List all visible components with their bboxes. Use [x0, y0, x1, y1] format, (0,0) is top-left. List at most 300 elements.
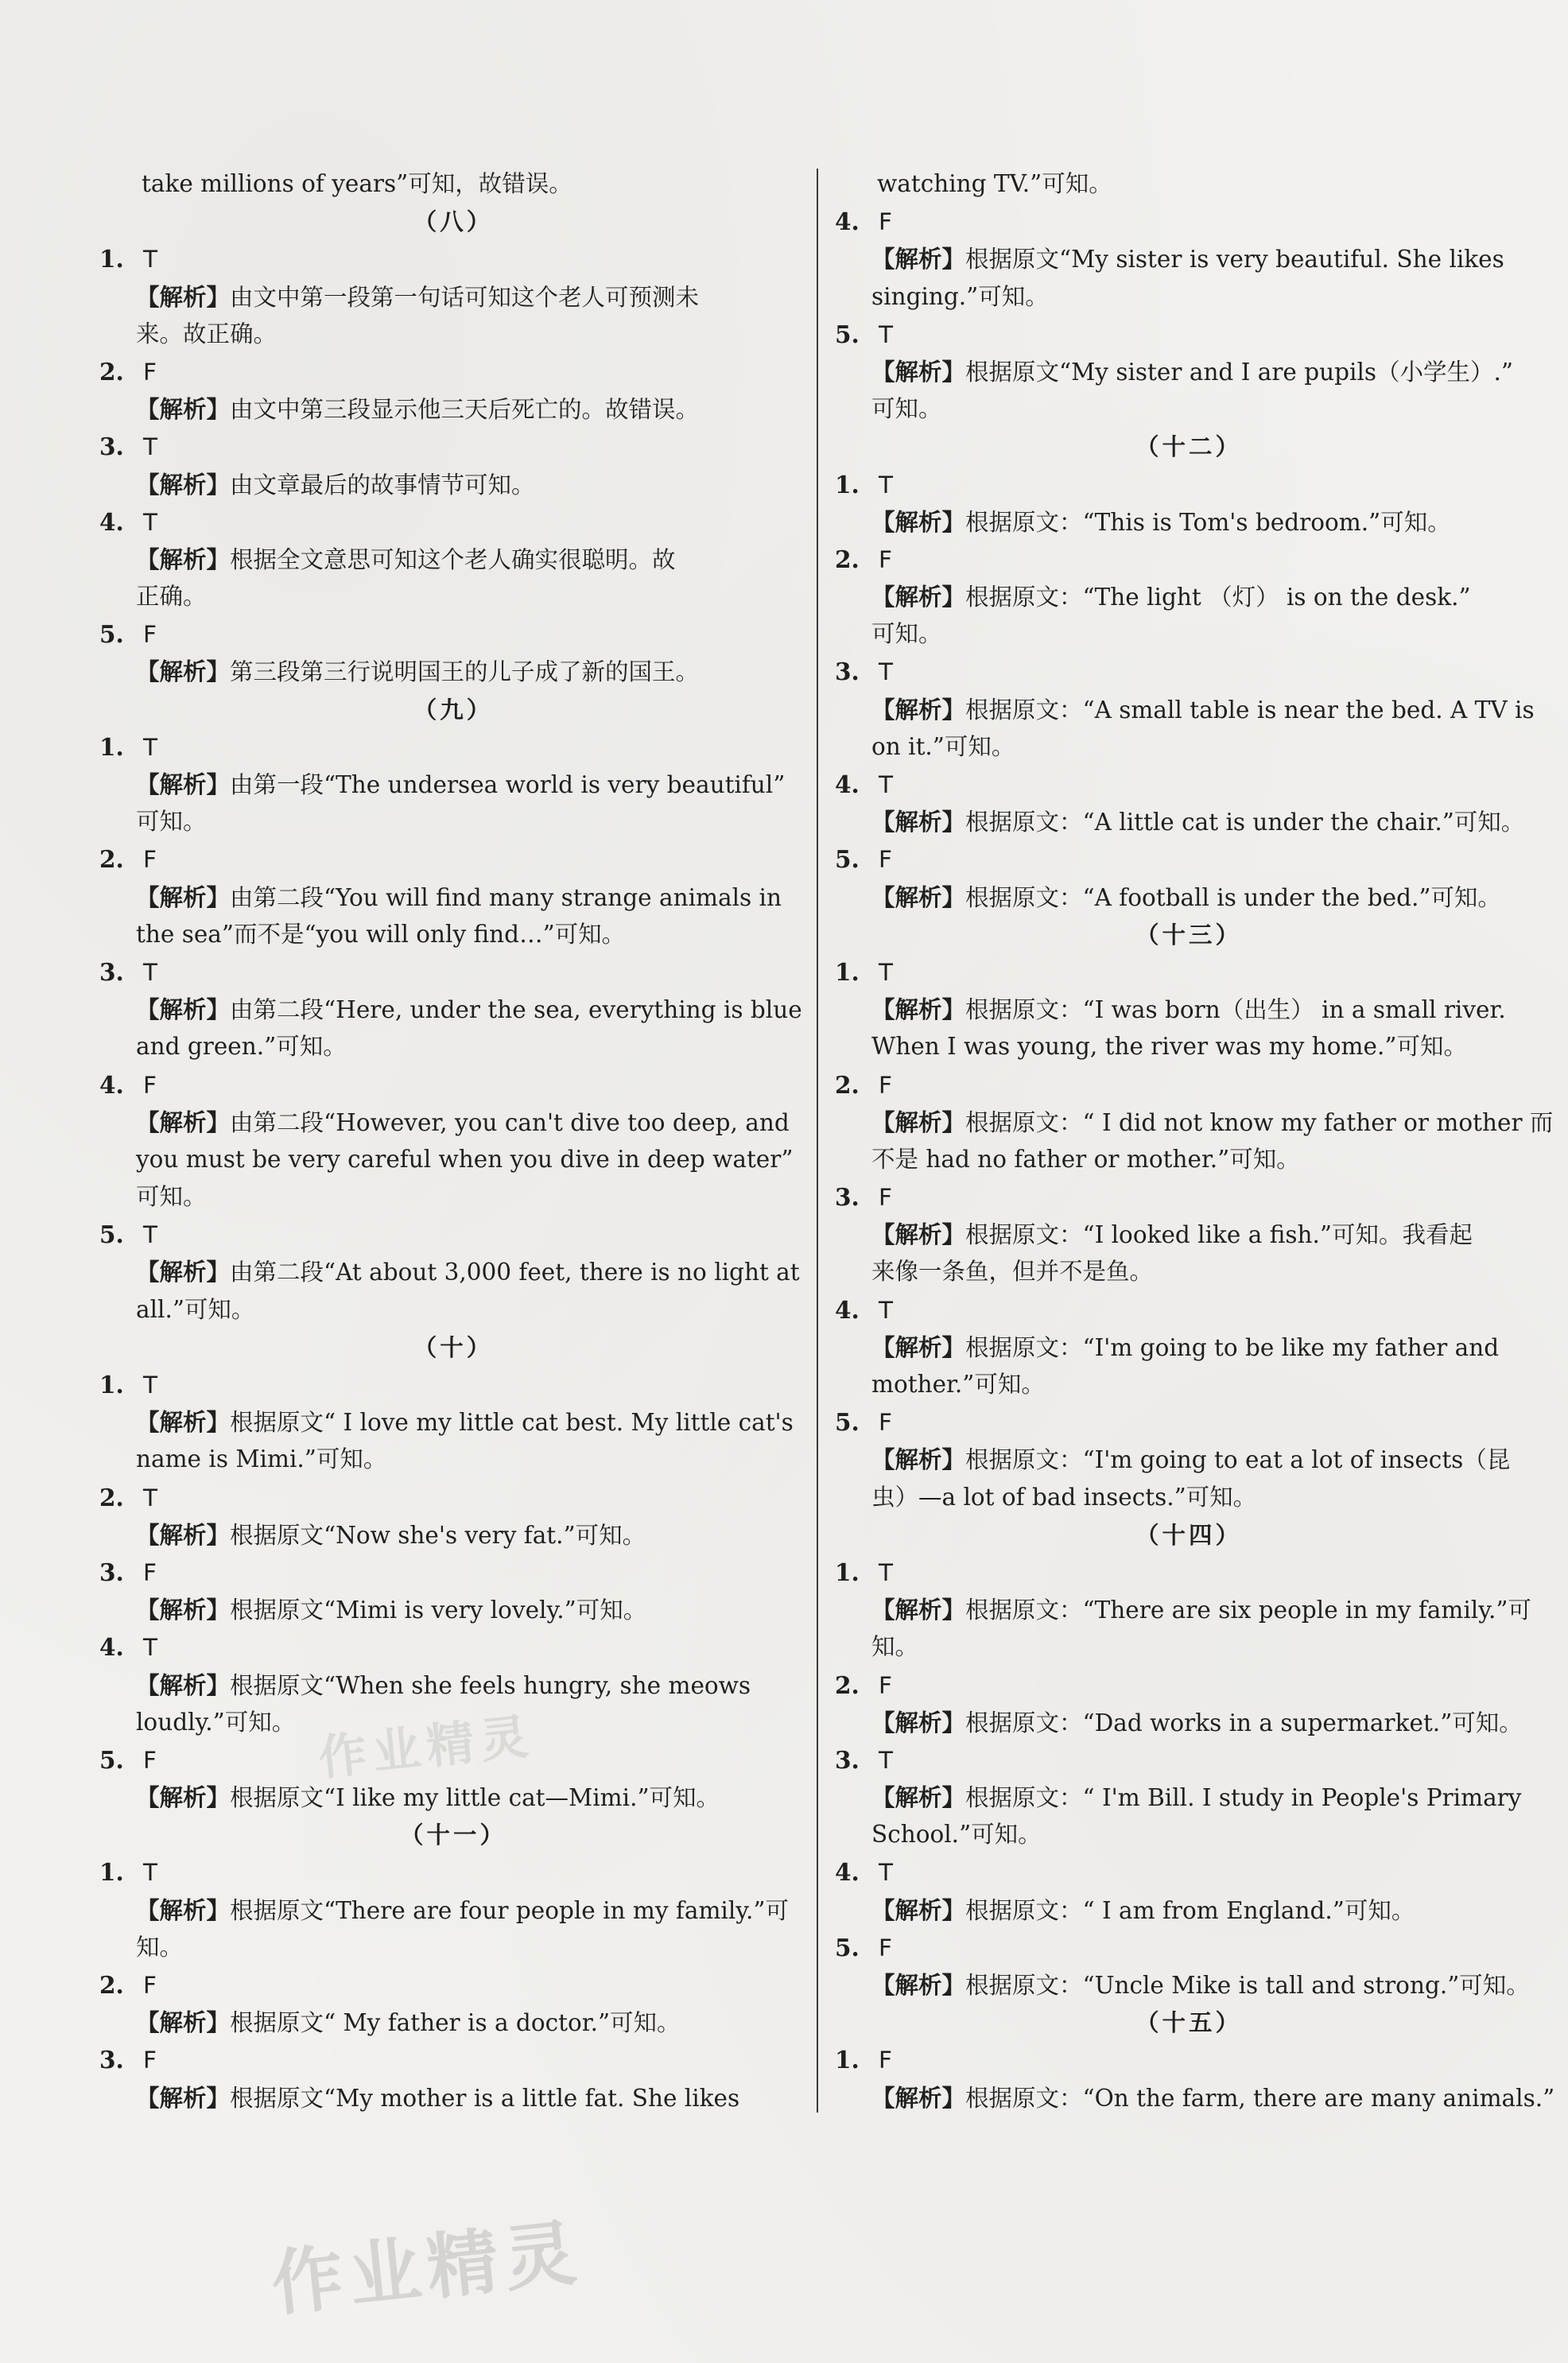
question-number: 5.	[835, 845, 860, 874]
answer-item	[835, 1178, 1543, 1291]
section-heading-13: （十三）	[1135, 920, 1242, 949]
analysis-line	[835, 503, 1543, 541]
analysis-line	[835, 728, 1543, 766]
answer-line	[835, 1066, 1543, 1104]
analysis-tag: 【解析】	[871, 1783, 966, 1812]
answer-line	[99, 1853, 807, 1891]
analysis-text: 根据全文意思可知这个老人确实很聪明。故	[230, 545, 676, 573]
answer-line	[99, 1966, 807, 2004]
analysis-line	[99, 1403, 807, 1441]
analysis-line	[835, 1253, 1543, 1290]
analysis-text: and green.”可知。	[136, 1033, 347, 1061]
analysis-line	[99, 653, 807, 690]
analysis-text: 根据原文：“Uncle Mike is tall and strong.”可知。	[965, 1972, 1530, 1999]
analysis-tag: 【解析】	[136, 883, 231, 911]
analysis-text: 由第一段“The undersea world is very beautiful”	[230, 771, 786, 798]
answer-line	[835, 203, 1543, 240]
question-number: 3.	[99, 433, 124, 461]
answer-value: T	[143, 1484, 158, 1511]
analysis-tag: 【解析】	[871, 1220, 966, 1249]
analysis-text: 根据原文“My sister is very beautiful. She likes	[965, 246, 1504, 274]
analysis-line	[835, 390, 1543, 428]
analysis-text: 根据原文“When she feels hungry, she meows	[230, 1671, 751, 1699]
question-number: 4.	[835, 1295, 860, 1324]
answer-value: F	[879, 1071, 892, 1099]
answer-value: T	[879, 1746, 894, 1774]
section-heading-11: （十一）	[399, 1821, 506, 1849]
analysis-line	[99, 541, 807, 578]
analysis-text: loudly.”可知。	[136, 1708, 296, 1736]
answer-item	[835, 316, 1543, 429]
answer-item	[99, 1216, 807, 1329]
analysis-line	[99, 316, 807, 353]
answer-line	[835, 840, 1543, 878]
question-number: 2.	[99, 845, 124, 874]
analysis-line	[99, 766, 807, 803]
analysis-tag: 【解析】	[871, 695, 966, 724]
section-heading-9: （九）	[413, 695, 494, 724]
answer-value: T	[879, 958, 894, 986]
analysis-text: singing.”可知。	[871, 282, 1049, 310]
analysis-text: 知。	[136, 1933, 184, 1961]
answer-item	[99, 615, 807, 690]
answer-line	[99, 953, 807, 991]
analysis-tag: 【解析】	[871, 1708, 966, 1736]
analysis-line	[835, 1704, 1543, 1741]
answer-value: F	[879, 208, 892, 236]
analysis-line	[99, 1178, 807, 1216]
analysis-line	[835, 1141, 1543, 1178]
question-number: 3.	[99, 2046, 124, 2074]
question-number: 1.	[99, 732, 124, 761]
analysis-text: 根据原文：“ I am from England.”可知。	[965, 1896, 1415, 1924]
analysis-text: 不是 had no father or mother.”可知。	[871, 1145, 1300, 1173]
answer-item	[835, 2041, 1555, 2116]
answer-line	[835, 1741, 1543, 1779]
analysis-tag: 【解析】	[136, 1670, 231, 1699]
section-11-items	[99, 1853, 807, 2116]
answer-line	[835, 953, 1543, 991]
analysis-text: 根据原文：“A football is under the bed.”可知。	[965, 883, 1501, 911]
analysis-tag: 【解析】	[136, 1108, 231, 1136]
analysis-text: 由文中第三段显示他三天后死亡的。故错误。	[230, 396, 700, 424]
answer-value: T	[143, 508, 158, 536]
analysis-line	[835, 1816, 1543, 1853]
answer-line	[835, 541, 1543, 578]
answer-value: F	[143, 846, 157, 874]
watermark-logo: 作业精灵	[267, 2210, 587, 2327]
answer-value: T	[879, 1296, 894, 1324]
analysis-text: the sea”而不是“you will only find…”可知。	[136, 920, 626, 948]
question-number: 5.	[99, 1745, 124, 1774]
analysis-line	[835, 1892, 1543, 1929]
answer-item	[99, 1966, 807, 2041]
answer-line	[99, 1628, 807, 1666]
answer-value: F	[143, 621, 157, 649]
analysis-line	[99, 1291, 807, 1329]
section-9-items	[99, 728, 807, 1329]
analysis-tag: 【解析】	[871, 995, 966, 1024]
analysis-tag: 【解析】	[871, 1895, 966, 1924]
answer-line	[835, 653, 1543, 690]
section-heading-12: （十二）	[1135, 433, 1242, 461]
analysis-text: 根据原文“My mother is a little fat. She likes	[230, 2084, 740, 2112]
analysis-line	[835, 278, 1543, 316]
answer-item	[835, 1291, 1543, 1404]
analysis-line	[99, 803, 807, 840]
answer-item	[835, 1667, 1543, 1741]
analysis-text: 由第二段“You will find many strange animals in	[230, 883, 782, 911]
answer-value: T	[143, 246, 158, 274]
analysis-text: 由第二段“At about 3,000 feet, there is no light at	[230, 1259, 800, 1286]
answer-item	[99, 953, 807, 1066]
analysis-text: 根据原文“ My father is a doctor.”可知。	[230, 2009, 681, 2037]
answer-line	[835, 1178, 1543, 1216]
analysis-text: 来。故正确。	[136, 320, 278, 347]
question-number: 2.	[99, 1971, 124, 1999]
analysis-tag: 【解析】	[871, 583, 966, 611]
answer-value: T	[143, 1221, 158, 1249]
section-15-items	[835, 2041, 1555, 2116]
analysis-line	[835, 691, 1543, 728]
section-14-items	[835, 1554, 1543, 2004]
analysis-line	[835, 1628, 1543, 1666]
analysis-line	[835, 1366, 1543, 1403]
question-number: 2.	[835, 545, 860, 573]
analysis-line	[99, 991, 807, 1028]
answer-item	[835, 1741, 1543, 1854]
question-number: 4.	[835, 1858, 860, 1887]
analysis-line	[835, 1479, 1543, 1516]
answer-item	[835, 953, 1543, 1066]
section-13-items	[835, 953, 1554, 1516]
column-divider	[817, 169, 818, 2113]
answer-item	[99, 1479, 807, 1554]
answer-value: F	[879, 1671, 892, 1699]
question-number: 2.	[835, 1070, 860, 1099]
analysis-line	[835, 1441, 1543, 1478]
analysis-line	[99, 1141, 807, 1178]
answer-value: F	[143, 1558, 157, 1586]
analysis-text: 由文章最后的故事情节可知。	[230, 471, 535, 499]
answer-line	[99, 428, 807, 465]
section-8-items	[99, 240, 807, 690]
analysis-tag: 【解析】	[871, 883, 966, 911]
answer-item	[835, 1929, 1543, 2004]
analysis-text: on it.”可知。	[871, 732, 1015, 760]
answer-line	[835, 766, 1543, 803]
analysis-line	[835, 991, 1543, 1028]
section-12-items	[835, 466, 1543, 916]
question-number: 1.	[835, 1558, 860, 1586]
analysis-tag: 【解析】	[136, 1408, 231, 1437]
analysis-tag: 【解析】	[136, 1258, 231, 1286]
analysis-text: 根据原文：“I'm going to eat a lot of insects（昆	[965, 1446, 1511, 1474]
question-number: 3.	[99, 957, 124, 986]
analysis-line	[99, 2079, 807, 2117]
continued-text: take millions of years”可知，故错误。	[142, 170, 572, 197]
answer-line	[99, 353, 807, 390]
answer-line	[99, 1366, 807, 1403]
answer-line	[835, 316, 1543, 353]
analysis-text: 可知。	[136, 1183, 207, 1211]
analysis-line	[835, 2079, 1555, 2117]
analysis-text: 根据原文：“A little cat is under the chair.”可知。	[965, 809, 1525, 836]
left-column	[99, 165, 807, 2117]
analysis-line	[99, 1253, 807, 1290]
section-heading-15: （十五）	[1135, 2008, 1242, 2037]
analysis-text: mother.”可知。	[871, 1371, 1045, 1398]
analysis-line	[835, 1966, 1543, 2004]
answer-line	[835, 1929, 1543, 1966]
analysis-line	[835, 1591, 1543, 1628]
question-number: 5.	[99, 1220, 124, 1249]
answer-item	[99, 503, 807, 616]
analysis-tag: 【解析】	[871, 1971, 966, 1999]
analysis-line	[835, 1779, 1543, 1816]
analysis-text: 可知。	[136, 808, 207, 836]
analysis-text: 根据原文：“The light （灯） is on the desk.”	[965, 584, 1471, 611]
analysis-tag: 【解析】	[136, 282, 231, 311]
analysis-text: 正确。	[136, 583, 207, 611]
analysis-line	[99, 2004, 807, 2041]
answer-value: T	[879, 658, 894, 686]
answer-line	[99, 728, 807, 766]
analysis-text: 根据原文“My sister and I are pupils（小学生）.”	[965, 358, 1513, 386]
answer-item	[99, 1066, 807, 1216]
analysis-line	[835, 240, 1543, 277]
analysis-tag: 【解析】	[136, 2083, 231, 2112]
analysis-line	[835, 803, 1543, 840]
answer-value: F	[879, 1934, 892, 1961]
answer-line	[99, 1479, 807, 1516]
question-number: 3.	[835, 1745, 860, 1774]
analysis-line	[99, 879, 807, 916]
answer-value: T	[143, 958, 158, 986]
answer-line	[835, 1554, 1543, 1591]
question-number: 1.	[99, 245, 124, 274]
analysis-line	[835, 1028, 1543, 1065]
analysis-text: 由文中第一段第一句话可知这个老人可预测未	[230, 283, 700, 311]
analysis-text: 根据原文“Now she's very fat.”可知。	[230, 1521, 646, 1549]
analysis-text: 根据原文：“On the farm, there are many animals.”	[965, 2084, 1555, 2112]
analysis-text: 第三段第三行说明国王的儿子成了新的国王。	[230, 658, 700, 686]
analysis-line	[99, 1929, 807, 1966]
answer-line	[99, 240, 807, 277]
answer-value: F	[143, 358, 157, 386]
right-column	[835, 165, 1555, 2117]
analysis-line	[99, 1441, 807, 1478]
question-number: 3.	[835, 1183, 860, 1212]
analysis-text: 由第二段“Here, under the sea, everything is blue	[230, 996, 802, 1024]
analysis-text: 虫）—a lot of bad insects.”可知。	[871, 1483, 1257, 1511]
analysis-line	[99, 1892, 807, 1929]
analysis-text: When I was young, the river was my home.”可知。	[871, 1033, 1467, 1061]
answer-value: F	[143, 1972, 157, 1999]
section-heading-8: （八）	[413, 208, 494, 236]
analysis-tag: 【解析】	[136, 470, 231, 499]
answer-line	[835, 1403, 1543, 1441]
analysis-text: 来像一条鱼，但并不是鱼。	[871, 1258, 1154, 1286]
analysis-tag: 【解析】	[136, 1783, 231, 1812]
question-number: 5.	[835, 320, 860, 348]
analysis-line	[99, 1667, 807, 1704]
answer-item	[99, 353, 807, 428]
answer-value: T	[143, 433, 158, 461]
answer-item	[99, 2041, 807, 2116]
answer-item	[99, 428, 807, 502]
analysis-line	[99, 1779, 807, 1816]
question-number: 2.	[99, 1483, 124, 1511]
answer-value: T	[879, 471, 894, 499]
analysis-line	[835, 578, 1543, 615]
answer-value: F	[143, 1746, 157, 1774]
analysis-text: 根据原文：“Dad works in a supermarket.”可知。	[965, 1709, 1523, 1736]
analysis-tag: 【解析】	[871, 1596, 966, 1624]
analysis-tag: 【解析】	[136, 545, 231, 573]
answer-value: F	[879, 1409, 892, 1437]
section-heading-14: （十四）	[1135, 1520, 1242, 1549]
analysis-line	[835, 615, 1543, 653]
analysis-text: 根据原文“I like my little cat—Mimi.”可知。	[230, 1784, 720, 1812]
analysis-tag: 【解析】	[871, 357, 966, 386]
analysis-line	[99, 278, 807, 316]
answer-value: F	[143, 1071, 157, 1099]
question-number: 1.	[835, 957, 860, 986]
analysis-line	[835, 1104, 1554, 1141]
answer-value: F	[879, 2047, 892, 2074]
question-number: 2.	[835, 1670, 860, 1699]
question-number: 4.	[99, 507, 124, 536]
question-number: 1.	[835, 470, 860, 499]
analysis-text: 根据原文“ I love my little cat best. My little cat's	[230, 1409, 794, 1437]
answer-value: T	[879, 771, 894, 798]
analysis-text: 可知。	[871, 620, 942, 648]
analysis-text: 根据原文：“This is Tom's bedroom.”可知。	[965, 508, 1451, 536]
answer-item	[835, 466, 1543, 541]
answer-line	[835, 2041, 1543, 2078]
answer-line	[835, 1853, 1543, 1891]
question-number: 5.	[835, 1933, 860, 1961]
analysis-text: you must be very careful when you dive in deep water”	[136, 1145, 794, 1173]
question-number: 3.	[835, 658, 860, 686]
question-number: 4.	[99, 1633, 124, 1662]
answer-line	[99, 503, 807, 541]
answer-line	[835, 1291, 1543, 1329]
answer-item	[835, 1403, 1543, 1516]
section-heading-10: （十）	[413, 1333, 494, 1361]
analysis-text: 根据原文：“There are six people in my family.”可	[965, 1597, 1531, 1624]
analysis-line	[99, 916, 807, 953]
answer-line	[99, 2041, 807, 2078]
watermark-logo: 作业精灵	[316, 1708, 538, 1787]
answer-item	[835, 203, 1543, 316]
question-number: 1.	[99, 1371, 124, 1399]
answer-value: T	[879, 1859, 894, 1887]
analysis-tag: 【解析】	[871, 245, 966, 274]
answer-line	[99, 1554, 807, 1591]
analysis-line	[835, 879, 1543, 916]
answer-item	[99, 728, 807, 841]
analysis-line	[99, 1028, 807, 1065]
continued-text: watching TV.”可知。	[877, 170, 1112, 197]
analysis-text: 根据原文：“ I'm Bill. I study in People's Primary	[965, 1784, 1522, 1812]
analysis-text: 根据原文：“A small table is near the bed. A TV is	[965, 696, 1535, 724]
question-number: 5.	[99, 620, 124, 649]
analysis-text: 可知。	[871, 395, 942, 423]
answer-item	[99, 1554, 807, 1628]
analysis-tag: 【解析】	[136, 395, 231, 424]
answer-item	[99, 840, 807, 953]
question-number: 1.	[99, 1858, 124, 1887]
section-11-items-continued	[835, 203, 1543, 428]
answer-value: T	[143, 1859, 158, 1887]
question-number: 1.	[835, 2046, 860, 2074]
answer-value: T	[143, 733, 158, 761]
analysis-text: 根据原文：“I was born（出生） in a small river.	[965, 996, 1506, 1024]
analysis-text: 根据原文：“I'm going to be like my father and	[965, 1333, 1500, 1361]
answer-item	[99, 240, 807, 353]
answer-value: F	[879, 1184, 892, 1212]
analysis-line	[99, 466, 807, 503]
answer-item	[99, 1366, 807, 1479]
answer-value: T	[143, 1372, 158, 1399]
analysis-tag: 【解析】	[136, 1596, 231, 1624]
question-number: 5.	[835, 1408, 860, 1437]
analysis-tag: 【解析】	[871, 1333, 966, 1361]
answer-item	[835, 653, 1543, 766]
analysis-tag: 【解析】	[136, 770, 231, 798]
analysis-text: 根据原文：“ I did not know my father or mother 而	[965, 1108, 1554, 1136]
question-number: 4.	[835, 770, 860, 798]
answer-item	[835, 840, 1543, 915]
analysis-text: all.”可知。	[136, 1295, 255, 1323]
analysis-tag: 【解析】	[136, 658, 231, 686]
analysis-tag: 【解析】	[136, 1520, 231, 1549]
answer-value: T	[879, 320, 894, 348]
analysis-tag: 【解析】	[136, 2008, 231, 2037]
analysis-text: 根据原文“Mimi is very lovely.”可知。	[230, 1597, 647, 1624]
question-number: 2.	[99, 357, 124, 386]
analysis-line	[835, 1329, 1543, 1366]
answer-line	[835, 466, 1543, 503]
answer-line	[835, 1667, 1543, 1704]
analysis-tag: 【解析】	[871, 1445, 966, 1474]
analysis-tag: 【解析】	[871, 507, 966, 536]
analysis-text: name is Mimi.”可知。	[136, 1445, 387, 1473]
answer-item	[835, 541, 1543, 654]
answer-item	[835, 1554, 1543, 1667]
analysis-line	[99, 390, 807, 428]
analysis-tag: 【解析】	[136, 995, 231, 1024]
analysis-text: 知。	[871, 1633, 919, 1661]
answer-line	[99, 840, 807, 878]
analysis-tag: 【解析】	[871, 808, 966, 836]
analysis-line	[835, 1216, 1543, 1253]
question-number: 4.	[99, 1070, 124, 1099]
answer-value: F	[143, 2047, 157, 2074]
analysis-line	[835, 353, 1543, 390]
analysis-tag: 【解析】	[136, 1895, 231, 1924]
answer-line	[99, 615, 807, 653]
answer-item	[99, 1853, 807, 1966]
answer-value: F	[879, 545, 892, 573]
analysis-line	[99, 1591, 807, 1628]
analysis-text: 根据原文“There are four people in my family.”可	[230, 1896, 789, 1924]
analysis-line	[99, 578, 807, 615]
answer-value: T	[879, 1558, 894, 1586]
question-number: 3.	[99, 1558, 124, 1586]
